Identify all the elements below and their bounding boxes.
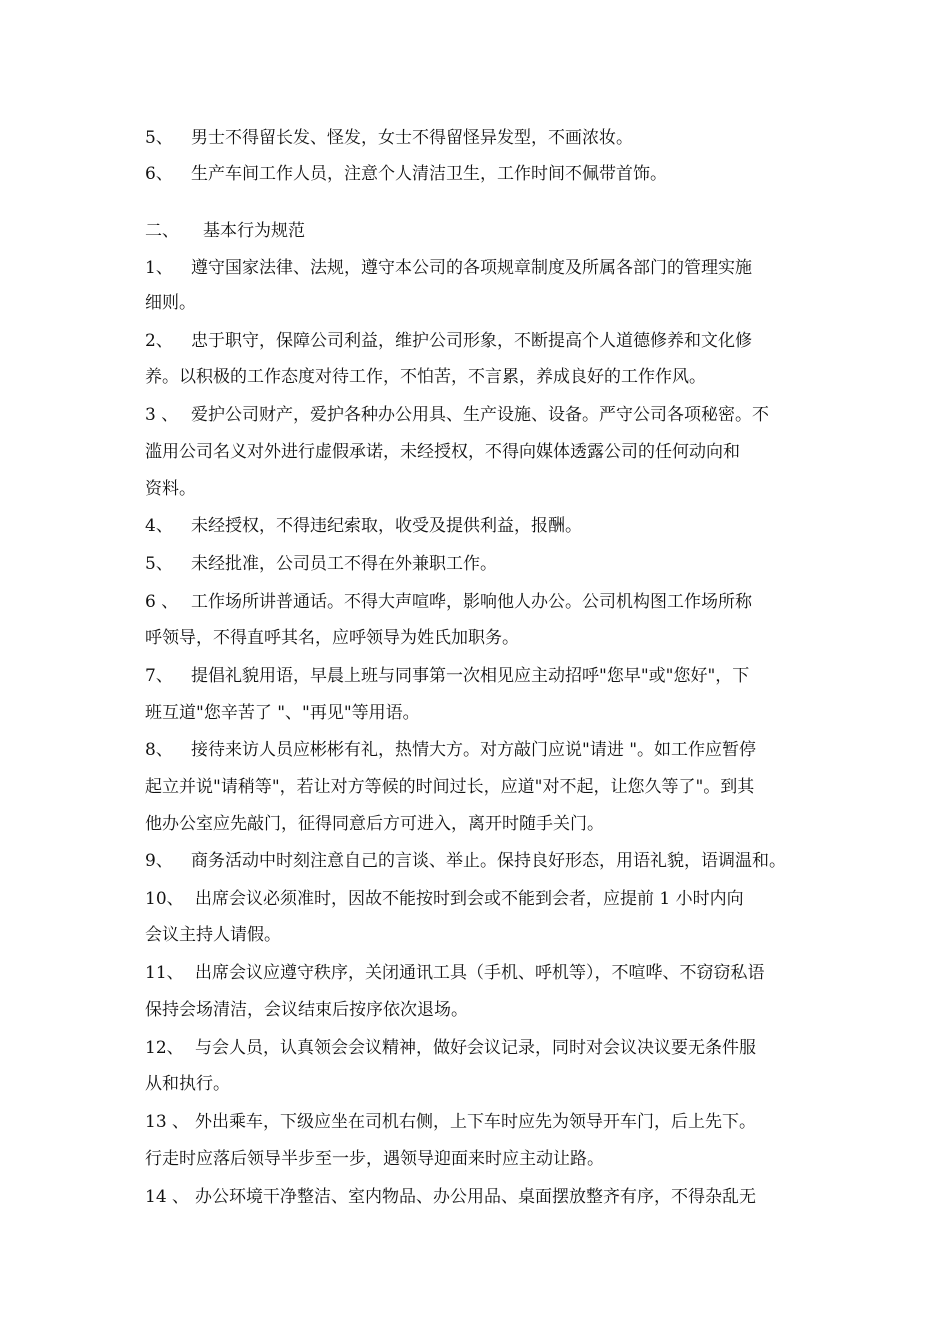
- item-continuation: 会议主持人请假。: [145, 925, 281, 945]
- item-continuation: 资料。: [145, 479, 196, 499]
- item-text: 与会人员，认真领会会议精神，做好会议记录，同时对会议决议要无条件服: [195, 1038, 756, 1058]
- list-item: [145, 849, 786, 873]
- list-item: [145, 403, 769, 427]
- item-text: 男士不得留长发、怪发，女士不得留怪异发型，不画浓妆。: [191, 128, 633, 148]
- item-number: 8、: [145, 740, 173, 760]
- item-continuation: 班互道"您辛苦了 "、"再见"等用语。: [145, 703, 420, 723]
- list-item: [145, 664, 749, 688]
- item-text: 接待来访人员应彬彬有礼，热情大方。对方敲门应说"请进 "。如工作应暂停: [191, 740, 757, 760]
- section-heading: [145, 219, 305, 243]
- list-item: [145, 1185, 756, 1209]
- list-item: [145, 590, 752, 614]
- item-number: 5、: [145, 554, 173, 574]
- item-continuation: 他办公室应先敲门，征得同意后方可进入，离开时随手关门。: [145, 814, 604, 834]
- item-text: 未经授权，不得违纪索取，收受及提供利益，报酬。: [191, 516, 582, 536]
- item-continuation: 细则。: [145, 293, 196, 313]
- item-continuation: 滥用公司名义对外进行虚假承诺，未经授权，不得向媒体透露公司的任何动向和: [145, 442, 740, 462]
- item-continuation: 保持会场清洁，会议结束后按序依次退场。: [145, 1000, 468, 1020]
- list-item: [145, 552, 497, 576]
- item-continuation: 起立并说"请稍等"，若让对方等候的时间过长，应道"对不起，让您久等了"。到其: [145, 777, 755, 797]
- item-continuation: 呼领导，不得直呼其名，应呼领导为姓氏加职务。: [145, 628, 519, 648]
- item-number: 9、: [145, 851, 173, 871]
- item-number: 5、: [145, 128, 173, 148]
- item-number: 6、: [145, 164, 173, 184]
- item-text: 办公环境干净整洁、室内物品、办公用品、桌面摆放整齐有序，不得杂乱无: [195, 1187, 756, 1207]
- item-continuation: 养。以积极的工作态度对待工作，不怕苦，不言累，养成良好的工作作风。: [145, 367, 706, 387]
- list-item: [145, 738, 756, 762]
- item-number: 13 、: [145, 1112, 190, 1132]
- item-text: 出席会议应遵守秩序，关闭通讯工具（手机、呼机等），不喧哗、不窃窃私语: [195, 963, 765, 983]
- item-text: 出席会议必须准时，因故不能按时到会或不能到会者，应提前 1 小时内向: [195, 889, 744, 909]
- list-item: [145, 887, 744, 911]
- item-text: 商务活动中时刻注意自己的言谈、举止。保持良好形态，用语礼貌，语调温和。: [191, 851, 786, 871]
- item-text: 未经批准，公司员工不得在外兼职工作。: [191, 554, 497, 574]
- item-number: 12、: [145, 1038, 184, 1058]
- list-item: [145, 1036, 756, 1060]
- list-item: [145, 256, 752, 280]
- section-title: 基本行为规范: [203, 221, 305, 241]
- list-item: [145, 961, 765, 985]
- item-number: 4、: [145, 516, 173, 536]
- item-text: 外出乘车，下级应坐在司机右侧，上下车时应先为领导开车门，后上先下。: [195, 1112, 756, 1132]
- item-number: 10、: [145, 889, 184, 909]
- item-number: 2、: [145, 331, 173, 351]
- item-continuation: 从和执行。: [145, 1074, 230, 1094]
- item-text: 忠于职守，保障公司利益，维护公司形象，不断提高个人道德修养和文化修: [191, 331, 752, 351]
- list-item: [145, 1110, 756, 1134]
- section-number: 二、: [145, 221, 179, 241]
- list-item: [145, 514, 582, 538]
- item-number: 1、: [145, 258, 173, 278]
- item-number: 6 、: [145, 592, 179, 612]
- item-text: 提倡礼貌用语，早晨上班与同事第一次相见应主动招呼"您早"或"您好"，下: [191, 666, 750, 686]
- item-text: 生产车间工作人员，注意个人清洁卫生，工作时间不佩带首饰。: [191, 164, 667, 184]
- list-item: [145, 126, 633, 150]
- item-number: 3 、: [145, 405, 179, 425]
- item-number: 14 、: [145, 1187, 190, 1207]
- item-continuation: 行走时应落后领导半步至一步，遇领导迎面来时应主动让路。: [145, 1149, 604, 1169]
- item-text: 工作场所讲普通话。不得大声喧哗，影响他人办公。公司机构图工作场所称: [191, 592, 752, 612]
- item-text: 爱护公司财产，爱护各种办公用具、生产设施、设备。严守公司各项秘密。不: [191, 405, 769, 425]
- item-text: 遵守国家法律、法规，遵守本公司的各项规章制度及所属各部门的管理实施: [191, 258, 752, 278]
- item-number: 11、: [145, 963, 184, 983]
- list-item: [145, 329, 752, 353]
- list-item: [145, 162, 667, 186]
- item-number: 7、: [145, 666, 173, 686]
